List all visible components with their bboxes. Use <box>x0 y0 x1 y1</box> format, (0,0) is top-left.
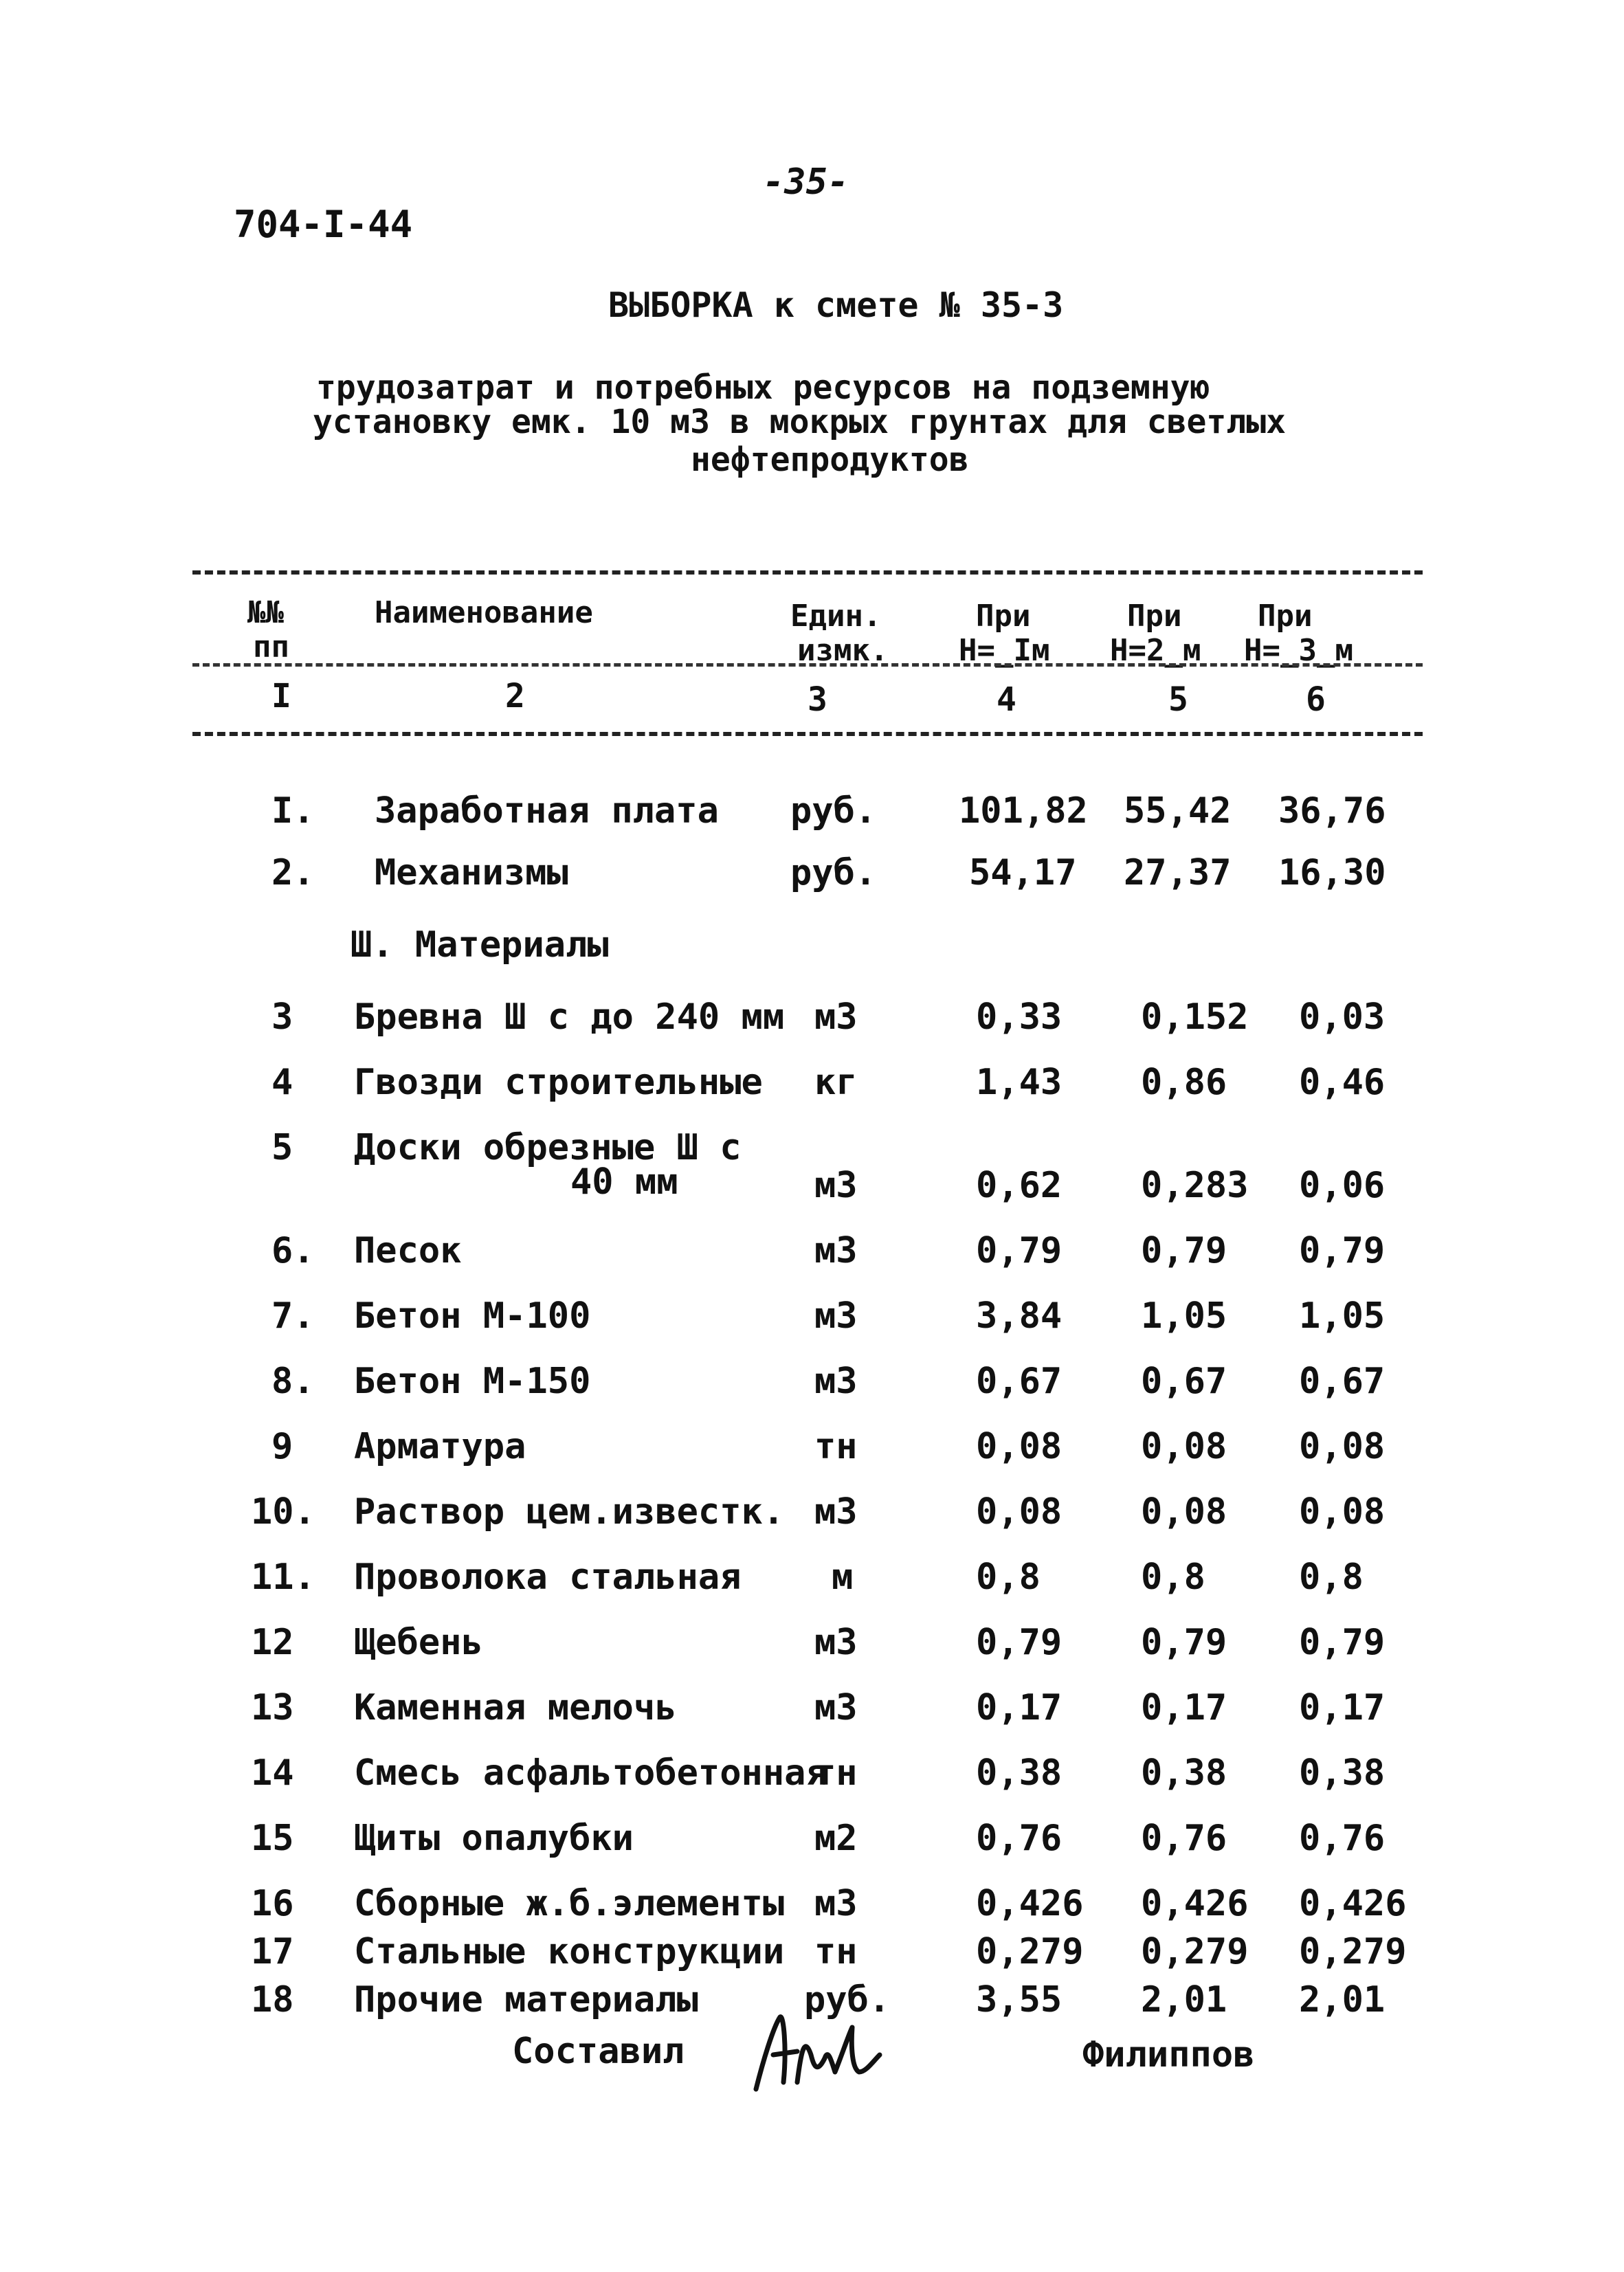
row-value-h1: 0,17 <box>976 1687 1063 1728</box>
table-row <box>0 1230 1624 1285</box>
table-header-bottom-divider <box>192 732 1423 736</box>
row-value-h1: 0,67 <box>976 1361 1063 1402</box>
row-value-h3: 0,8 <box>1299 1557 1364 1598</box>
row-number: 12 <box>251 1622 294 1663</box>
subtitle-line-3: нефтепродуктов <box>691 441 969 479</box>
row-value-h3: 0,79 <box>1299 1622 1386 1663</box>
row-value-h3: 0,08 <box>1299 1426 1386 1467</box>
row-number: 6. <box>271 1230 315 1271</box>
row-value-h2: 0,17 <box>1141 1687 1227 1728</box>
document-code: 704-I-44 <box>234 203 413 246</box>
document-title: ВЫБОРКА к смете № 35-3 <box>608 285 1064 325</box>
header-unit-line1: Един. <box>790 599 882 634</box>
table-row <box>0 852 1624 907</box>
table-row <box>0 1622 1624 1677</box>
row-value-h3: 36,76 <box>1278 790 1386 832</box>
column-number-6: 6 <box>1306 680 1326 719</box>
table-row <box>0 1491 1624 1546</box>
header-h2-line2: Н=2_м <box>1110 633 1201 668</box>
column-number-1: I <box>271 677 291 715</box>
header-number-line1: №№ <box>247 595 284 630</box>
row-value-h3: 0,17 <box>1299 1687 1386 1728</box>
row-name: Щиты опалубки <box>354 1818 634 1859</box>
row-unit: м3 <box>814 1687 858 1728</box>
row-number: 17 <box>251 1931 294 1972</box>
row-value-h1: 0,279 <box>976 1931 1084 1972</box>
row-value-h1: 3,55 <box>976 1979 1063 2020</box>
table-row <box>0 1687 1624 1742</box>
row-value-h1: 0,79 <box>976 1230 1063 1271</box>
row-name: Каменная мелочь <box>354 1687 677 1728</box>
row-unit: тн <box>814 1752 858 1794</box>
table-row <box>0 1557 1624 1612</box>
row-value-h1: 1,43 <box>976 1062 1063 1103</box>
column-number-4: 4 <box>997 680 1016 719</box>
row-value-h1: 101,82 <box>959 790 1088 832</box>
row-unit: м2 <box>814 1818 858 1859</box>
row-value-h2: 1,05 <box>1141 1295 1227 1337</box>
row-value-h3: 16,30 <box>1278 852 1386 893</box>
row-number: 16 <box>251 1883 294 1924</box>
row-number: 3 <box>271 996 293 1038</box>
row-value-h2: 55,42 <box>1124 790 1232 832</box>
row-value-h3: 1,05 <box>1299 1295 1386 1337</box>
row-name: Сборные ж.б.элементы <box>354 1883 785 1924</box>
row-value-h3: 0,46 <box>1299 1062 1386 1103</box>
section-heading: Ш. Материалы <box>351 924 609 966</box>
row-name: Песок <box>354 1230 462 1271</box>
table-row <box>0 1818 1624 1873</box>
table-top-divider <box>192 570 1423 575</box>
row-unit: м3 <box>814 1883 858 1924</box>
row-unit: м3 <box>814 1361 858 1402</box>
table-row <box>0 1931 1624 1986</box>
row-unit: руб. <box>790 852 877 893</box>
row-name: Механизмы <box>375 852 568 893</box>
row-value-h2: 0,38 <box>1141 1752 1227 1794</box>
row-value-h1: 0,08 <box>976 1491 1063 1533</box>
row-name: Раствор цем.известк. <box>354 1491 785 1533</box>
row-value-h3: 0,79 <box>1299 1230 1386 1271</box>
row-number: 10. <box>251 1491 315 1533</box>
header-h2-line1: При <box>1127 599 1182 634</box>
row-name: Бетон М-150 <box>354 1361 591 1402</box>
header-h3-line2: Н=_3_м <box>1244 633 1353 668</box>
row-value-h3: 0,67 <box>1299 1361 1386 1402</box>
row-number: 15 <box>251 1818 294 1859</box>
row-value-h1: 0,08 <box>976 1426 1063 1467</box>
column-number-3: 3 <box>808 680 827 719</box>
row-number: 9 <box>271 1426 293 1467</box>
row-unit: тн <box>814 1931 858 1972</box>
page-number: -35- <box>763 162 849 203</box>
handwritten-signature <box>749 2007 887 2096</box>
row-value-h2: 0,426 <box>1141 1883 1249 1924</box>
subtitle-line-2: установку емк. 10 м3 в мокрых грунтах для светлых <box>313 403 1287 441</box>
row-number: 14 <box>251 1752 294 1794</box>
row-value-h2: 0,279 <box>1141 1931 1249 1972</box>
row-number: 5 <box>271 1127 293 1168</box>
table-row <box>0 1883 1624 1938</box>
header-name: Наименование <box>375 595 593 630</box>
row-unit: руб. <box>790 790 877 832</box>
row-value-h3: 0,06 <box>1299 1165 1386 1206</box>
column-number-2: 2 <box>505 677 525 715</box>
row-name: Бревна Ш с до 240 мм <box>354 996 785 1038</box>
row-value-h3: 0,38 <box>1299 1752 1386 1794</box>
row-value-h2: 0,79 <box>1141 1230 1227 1271</box>
row-value-h2: 0,79 <box>1141 1622 1227 1663</box>
row-number: 2. <box>271 852 315 893</box>
row-unit: м3 <box>814 996 858 1038</box>
row-name: Гвозди строительные <box>354 1062 763 1103</box>
compiler-name: Филиппов <box>1082 2034 1255 2075</box>
table-row <box>0 1752 1624 1807</box>
row-value-h1: 0,62 <box>976 1165 1063 1206</box>
row-unit: м3 <box>814 1622 858 1663</box>
table-row <box>0 1361 1624 1416</box>
header-divider <box>192 663 1423 667</box>
row-name: Щебень <box>354 1622 483 1663</box>
table-row <box>0 1426 1624 1481</box>
row-number: 8. <box>271 1361 315 1402</box>
row-value-h1: 54,17 <box>969 852 1077 893</box>
row-number: 13 <box>251 1687 294 1728</box>
subtitle-line-1: трудозатрат и потребных ресурсов на подземную <box>316 368 1210 407</box>
row-value-h2: 0,08 <box>1141 1491 1227 1533</box>
column-number-5: 5 <box>1168 680 1188 719</box>
row-value-h2: 0,283 <box>1141 1165 1249 1206</box>
row-unit: м3 <box>814 1295 858 1337</box>
row-value-h2: 0,67 <box>1141 1361 1227 1402</box>
row-number: 4 <box>271 1062 293 1103</box>
row-value-h2: 0,152 <box>1141 996 1249 1038</box>
row-unit: кг <box>814 1062 858 1103</box>
row-value-h2: 0,86 <box>1141 1062 1227 1103</box>
row-value-h1: 0,76 <box>976 1818 1063 1859</box>
row-value-h2: 0,76 <box>1141 1818 1227 1859</box>
table-row <box>0 1127 1624 1216</box>
row-value-h1: 0,8 <box>976 1557 1041 1598</box>
row-value-h2: 27,37 <box>1124 852 1232 893</box>
row-value-h2: 2,01 <box>1141 1979 1227 2020</box>
row-value-h3: 0,76 <box>1299 1818 1386 1859</box>
row-name: Стальные конструкции <box>354 1931 785 1972</box>
header-h1-line2: Н=_Iм <box>959 633 1050 668</box>
row-value-h1: 0,426 <box>976 1883 1084 1924</box>
row-name: Доски обрезные Ш с <box>354 1127 742 1168</box>
header-number-line2: пп <box>253 630 289 665</box>
table-row <box>0 1062 1624 1117</box>
row-name: Прочие материалы <box>354 1979 698 2020</box>
header-h3-line1: При <box>1258 599 1313 634</box>
row-value-h1: 0,33 <box>976 996 1063 1038</box>
row-name-continuation: 40 мм <box>570 1161 678 1203</box>
header-unit-line2: измк. <box>797 633 889 668</box>
row-unit: м <box>832 1557 854 1598</box>
row-number: I. <box>271 790 315 832</box>
table-row <box>0 1295 1624 1350</box>
row-unit: м3 <box>814 1165 858 1206</box>
row-name: Проволока стальная <box>354 1557 742 1598</box>
row-name: Бетон М-100 <box>354 1295 591 1337</box>
row-unit: тн <box>814 1426 858 1467</box>
row-value-h3: 0,279 <box>1299 1931 1407 1972</box>
row-value-h2: 0,08 <box>1141 1426 1227 1467</box>
row-name: Заработная плата <box>375 790 719 832</box>
table-row <box>0 790 1624 845</box>
row-number: 11. <box>251 1557 315 1598</box>
row-unit: м3 <box>814 1491 858 1533</box>
table-row <box>0 996 1624 1051</box>
row-number: 18 <box>251 1979 294 2020</box>
row-unit: руб. <box>804 1979 891 2020</box>
row-name: Арматура <box>354 1426 526 1467</box>
row-value-h1: 0,79 <box>976 1622 1063 1663</box>
row-value-h1: 0,38 <box>976 1752 1063 1794</box>
row-value-h3: 0,08 <box>1299 1491 1386 1533</box>
row-number: 7. <box>271 1295 315 1337</box>
row-name: Смесь асфальтобетонная <box>354 1752 827 1794</box>
row-value-h2: 0,8 <box>1141 1557 1205 1598</box>
row-value-h3: 0,03 <box>1299 996 1386 1038</box>
row-value-h1: 3,84 <box>976 1295 1063 1337</box>
header-h1-line1: При <box>976 599 1031 634</box>
row-value-h3: 2,01 <box>1299 1979 1386 2020</box>
row-value-h3: 0,426 <box>1299 1883 1407 1924</box>
row-unit: м3 <box>814 1230 858 1271</box>
compiled-by-label: Составил <box>512 2031 685 2072</box>
